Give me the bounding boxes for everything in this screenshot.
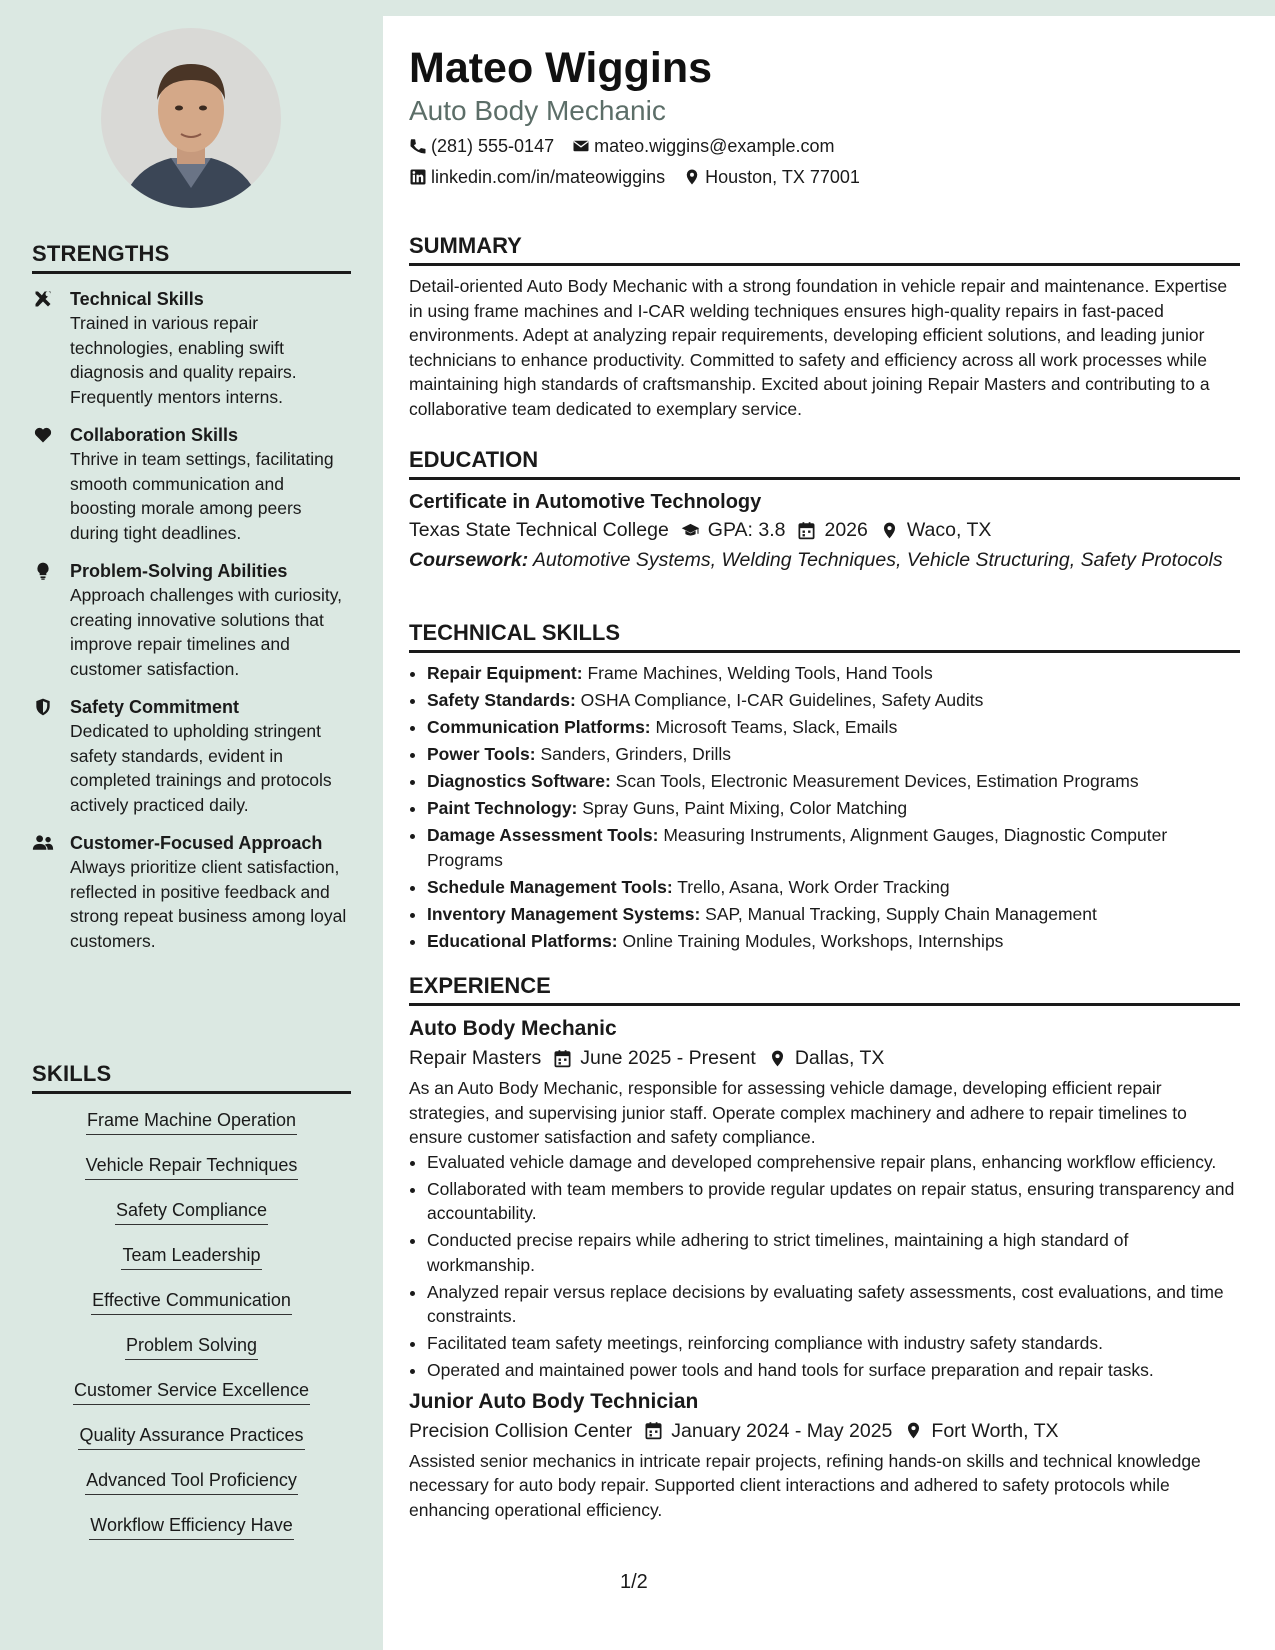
- skill-tag: Frame Machine Operation: [86, 1108, 297, 1135]
- job-bullets: [409, 1150, 1240, 1383]
- skill-tag: Advanced Tool Proficiency: [85, 1468, 298, 1495]
- coursework: [409, 548, 1240, 573]
- summary-text: Detail-oriented Auto Body Mechanic with a strong foundation in vehicle repair and maintenance. Expertise in using frame machines and I-CAR welding techniques ensures high-quality repairs in fast-paced environments. Adept at analyzing repair requirements, developing efficient solutions, and leading junior technicians to enhance productivity. Committed to safety and efficiency across all work processes while maintaining high standards of craftsmanship. Excited about joining Repair Masters and contributing to a collaborative team dedicated to exemplary service.: [409, 276, 1228, 419]
- page-number: 1/2: [620, 1571, 648, 1593]
- skill-tag: Effective Communication: [91, 1288, 292, 1315]
- skill-tag: Customer Service Excellence: [73, 1378, 310, 1405]
- skill-tag: Team Leadership: [121, 1243, 261, 1270]
- list-item: • Educational Platforms: Online Training Modules, Workshops, Internships: [427, 929, 1240, 954]
- linkedin-link[interactable]: linkedin.com/in/mateowiggins: [431, 167, 666, 187]
- technical-skills-section: [409, 619, 1240, 956]
- lightbulb-icon: [32, 561, 54, 581]
- location-pin-icon: [880, 521, 899, 540]
- list-item: • Collaborated with team members to provide regular updates on repair status, ensuring transparency and accountability.: [427, 1177, 1240, 1226]
- users-icon: [32, 833, 54, 853]
- skill-tag: Quality Assurance Practices: [78, 1423, 304, 1450]
- strength-desc: Thrive in team settings, facilitating smooth communication and boosting morale among peers during tight deadlines.: [70, 449, 334, 543]
- candidate-role: Auto Body Mechanic: [409, 95, 666, 126]
- job-meta: [409, 1417, 1240, 1445]
- strength-desc: Trained in various repair technologies, enabling swift diagnosis and quality repairs. Frequently mentors interns.: [70, 313, 297, 407]
- coursework-list: Automotive Systems, Welding Techniques, Vehicle Structuring, Safety Protocols: [528, 549, 1223, 571]
- list-item: • Schedule Management Tools: Trello, Asana, Work Order Tracking: [427, 875, 1240, 900]
- job-dates: January 2024 - May 2025: [671, 1419, 893, 1442]
- skill-tag: Vehicle Repair Techniques: [85, 1153, 299, 1180]
- strength-title: Collaboration Skills: [70, 425, 239, 445]
- experience-section: [409, 972, 1240, 1522]
- candidate-name: Mateo Wiggins: [409, 44, 712, 92]
- list-item: • Repair Equipment: Frame Machines, Welding Tools, Hand Tools: [427, 661, 1240, 686]
- job-dates: June 2025 - Present: [580, 1047, 756, 1069]
- company-name: Precision Collision Center: [409, 1419, 633, 1442]
- contact-row-1: [409, 134, 852, 158]
- calendar-icon: [797, 521, 816, 540]
- school-location: Waco, TX: [906, 519, 992, 541]
- email-icon: [572, 137, 590, 155]
- shield-icon: [32, 697, 54, 717]
- list-item: • Communication Platforms: Microsoft Teams, Slack, Emails: [427, 715, 1240, 740]
- strength-item: [32, 559, 352, 681]
- experience-heading: EXPERIENCE: [409, 972, 1240, 1006]
- strength-item: [32, 831, 352, 953]
- skill-tag: Workflow Efficiency Have: [89, 1513, 293, 1540]
- strength-title: Customer-Focused Approach: [70, 833, 323, 853]
- summary-heading: SUMMARY: [409, 232, 1240, 266]
- education-section: [409, 446, 1240, 573]
- summary-section: [409, 232, 1240, 421]
- list-item: • Operated and maintained power tools and hand tools for surface preparation and repair tasks.: [427, 1358, 1240, 1383]
- location-text: Houston, TX 77001: [705, 167, 860, 187]
- list-item: • Diagnostics Software: Scan Tools, Electronic Measurement Devices, Estimation Programs: [427, 769, 1240, 794]
- location-pin-icon: [904, 1421, 923, 1440]
- skills-heading: SKILLS: [32, 1061, 351, 1094]
- skill-tag: Problem Solving: [125, 1333, 258, 1360]
- list-item: • Paint Technology: Spray Guns, Paint Mixing, Color Matching: [427, 796, 1240, 821]
- strength-title: Problem-Solving Abilities: [70, 561, 288, 581]
- skills-list: [32, 1108, 351, 1558]
- list-item: • Facilitated team safety meetings, reinforcing compliance with industry safety standards.: [427, 1331, 1240, 1356]
- strength-item: [32, 287, 352, 409]
- education-heading: EDUCATION: [409, 446, 1240, 480]
- strength-desc: Dedicated to upholding stringent safety standards, evident in completed trainings and protocols actively practiced daily.: [70, 721, 332, 815]
- education-meta: [409, 516, 1240, 544]
- job-meta: [409, 1044, 1240, 1072]
- list-item: • Evaluated vehicle damage and developed comprehensive repair plans, enhancing workflow efficiency.: [427, 1150, 1240, 1175]
- calendar-icon: [644, 1421, 663, 1440]
- list-item: • Analyzed repair versus replace decisions by evaluating safety assessments, cost evaluations, and time constraints.: [427, 1280, 1240, 1329]
- heart-icon: [32, 425, 54, 445]
- job-location: Fort Worth, TX: [931, 1419, 1059, 1442]
- phone-number[interactable]: (281) 555-0147: [431, 136, 555, 156]
- graduation-year: 2026: [824, 519, 868, 541]
- strength-desc: Approach challenges with curiosity, creating innovative solutions that improve repair timelines and customer satisfaction.: [70, 585, 343, 679]
- strength-desc: Always prioritize client satisfaction, reflected in positive feedback and strong repeat business among loyal customers.: [70, 857, 347, 951]
- strengths-list: [32, 287, 352, 967]
- graduation-cap-icon: [681, 521, 700, 540]
- skill-tag: Safety Compliance: [115, 1198, 268, 1225]
- strength-item: [32, 423, 352, 545]
- strengths-heading: STRENGTHS: [32, 241, 351, 274]
- list-item: • Conducted precise repairs while adhering to strict timelines, maintaining a high standard of workmanship.: [427, 1228, 1240, 1277]
- job-description: As an Auto Body Mechanic, responsible for assessing vehicle damage, developing efficient repair strategies, and supervising junior staff. Operate complex machinery and adhere to repair timelines to ensure customer satisfaction and safety compliance.: [409, 1078, 1187, 1147]
- tools-icon: [32, 289, 54, 309]
- location-pin-icon: [768, 1049, 787, 1068]
- gpa-text: GPA: 3.8: [707, 519, 786, 541]
- email-link[interactable]: mateo.wiggins@example.com: [594, 136, 835, 156]
- list-item: • Damage Assessment Tools: Measuring Instruments, Alignment Gauges, Diagnostic Computer Programs: [427, 823, 1240, 872]
- technical-skills-heading: TECHNICAL SKILLS: [409, 619, 1240, 653]
- job-description: Assisted senior mechanics in intricate repair projects, refining hands-on skills and technical knowledge necessary for auto body repair. Supported client interactions and adhered to safety protocols while enhancing operational efficiency.: [409, 1450, 1201, 1520]
- linkedin-icon: [409, 168, 427, 186]
- technical-skills-list: [409, 661, 1240, 953]
- list-item: • Power Tools: Sanders, Grinders, Drills: [427, 742, 1240, 767]
- phone-icon: [409, 137, 427, 155]
- list-item: • Safety Standards: OSHA Compliance, I-CAR Guidelines, Safety Audits: [427, 688, 1240, 713]
- company-name: Repair Masters: [409, 1047, 542, 1069]
- job-title: Junior Auto Body Technician: [409, 1389, 699, 1413]
- strength-title: Safety Commitment: [70, 697, 240, 717]
- location-pin-icon: [683, 168, 701, 186]
- strength-item: [32, 695, 352, 817]
- contact-row-2: [409, 165, 878, 189]
- degree-title: Certificate in Automotive Technology: [409, 491, 762, 513]
- strength-title: Technical Skills: [70, 289, 204, 309]
- profile-photo: [101, 28, 281, 208]
- coursework-label: Coursework:: [409, 549, 529, 571]
- job-location: Dallas, TX: [794, 1047, 885, 1069]
- calendar-icon: [553, 1049, 572, 1068]
- list-item: • Inventory Management Systems: SAP, Manual Tracking, Supply Chain Management: [427, 902, 1240, 927]
- job-title: Auto Body Mechanic: [409, 1017, 617, 1040]
- school-name: Texas State Technical College: [409, 519, 669, 541]
